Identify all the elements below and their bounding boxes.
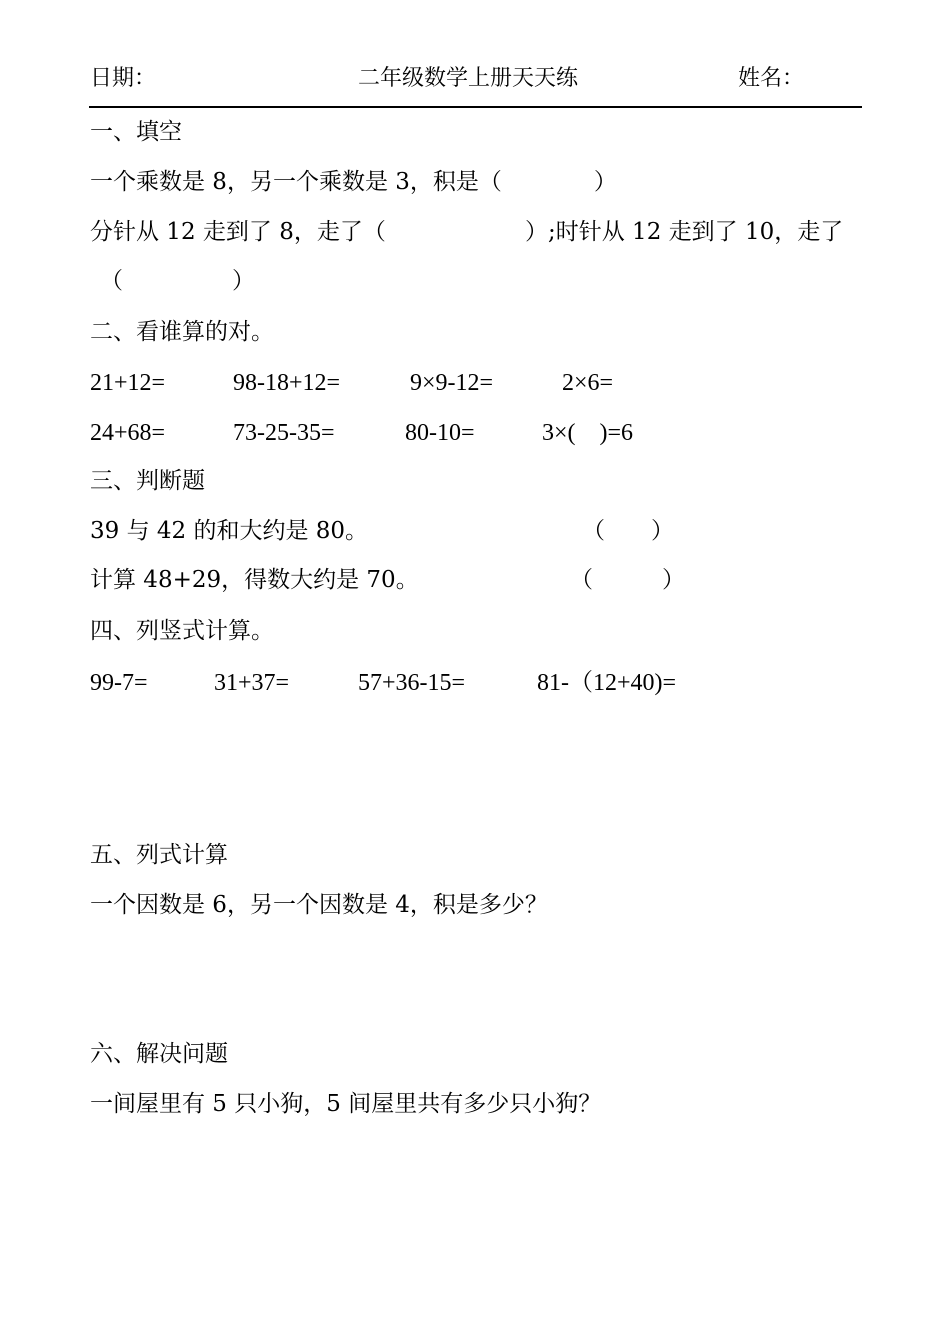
vertical-calc-item: 81-（12+40)= <box>537 670 677 696</box>
calc-item: 98-18+12= <box>233 370 341 396</box>
vertical-calc-item: 57+36-15= <box>358 670 466 696</box>
calc-item: 21+12= <box>90 370 166 396</box>
page-title: 二年级数学上册天天练 <box>358 66 579 91</box>
section-heading-problem-solving: 六、解决问题 <box>90 1041 228 1067</box>
calc-item: 73-25-35= <box>233 420 335 446</box>
vertical-calc-item: 99-7= <box>90 670 148 696</box>
section-heading-calculate: 二、看谁算的对。 <box>90 319 274 345</box>
true-false-question-2: 计算 48+29，得数大约是 70。 <box>90 567 419 593</box>
true-false-question-1: 39 与 42 的和大约是 80。 <box>90 518 369 544</box>
calc-item: 9×9-12= <box>410 370 494 396</box>
date-label: 日期： <box>90 66 157 91</box>
vertical-calc-item: 31+37= <box>214 670 290 696</box>
expression-calc-question: 一个因数是 6，另一个因数是 4，积是多少？ <box>90 892 548 918</box>
header-divider <box>89 106 862 108</box>
fill-blank-question-2-part2: ）;时针从 12 走到了 10，走了 <box>525 219 844 245</box>
section-heading-fill-blank: 一、填空 <box>90 119 182 145</box>
name-label: 姓名： <box>738 66 805 91</box>
fill-blank-close-bracket: ） <box>232 268 255 294</box>
section-heading-true-false: 三、判断题 <box>90 468 205 494</box>
calc-item: 3×( )=6 <box>542 420 634 446</box>
fill-blank-question-1: 一个乘数是 8，另一个乘数是 3，积是（ ） <box>90 169 617 195</box>
calc-item: 80-10= <box>405 420 475 446</box>
calc-item: 2×6= <box>562 370 614 396</box>
true-false-answer-bracket-2: （ ） <box>570 567 685 593</box>
problem-solving-question: 一间屋里有 5 只小狗，5 间屋里共有多少只小狗？ <box>90 1091 602 1117</box>
section-heading-expression-calc: 五、列式计算 <box>90 842 228 868</box>
fill-blank-question-2-part1: 分针从 12 走到了 8，走了（ <box>90 219 386 245</box>
calc-item: 24+68= <box>90 420 166 446</box>
fill-blank-open-bracket: （ <box>100 268 123 294</box>
true-false-answer-bracket-1: （ ） <box>582 518 674 544</box>
section-heading-vertical-calc: 四、列竖式计算。 <box>90 618 274 644</box>
